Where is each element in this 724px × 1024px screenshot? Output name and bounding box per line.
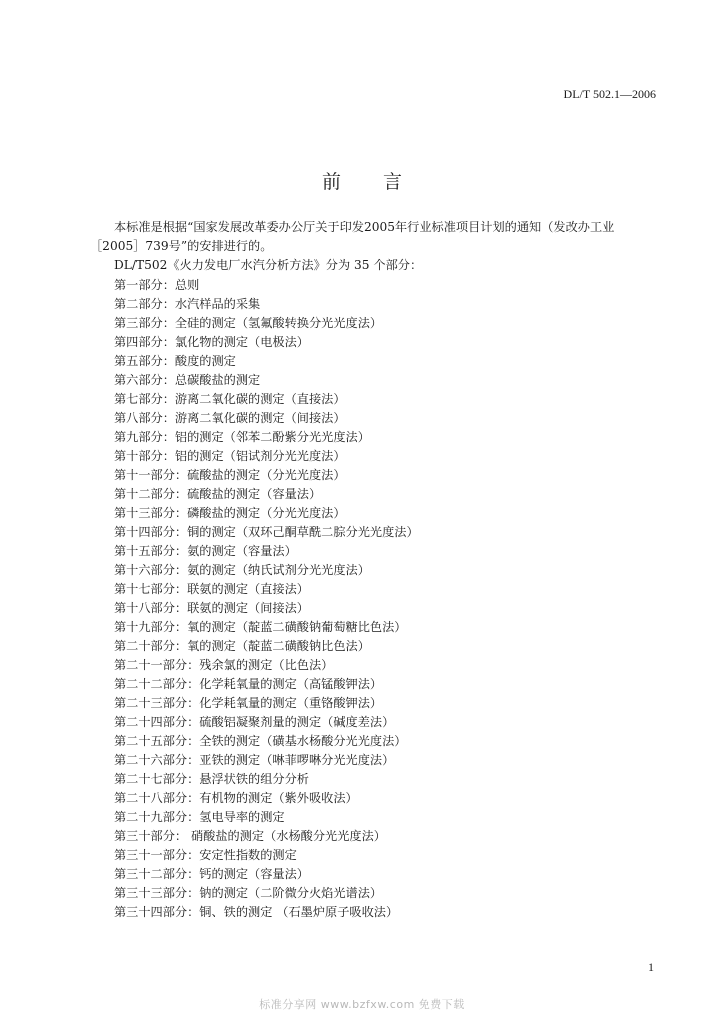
parts-list [114, 276, 654, 922]
list-item: 第十三部分：磷酸盐的测定（分光光度法） [114, 506, 346, 520]
list-item: 第三十二部分：钙的测定（容量法） [114, 867, 309, 881]
list-item: 第二十六部分：亚铁的测定（啉菲啰啉分光光度法） [114, 753, 395, 767]
list-item: 第九部分：铝的测定（邻苯二酚紫分光光度法） [114, 430, 370, 444]
list-item: 第七部分：游离二氧化碳的测定（直接法） [114, 392, 346, 406]
list-item: 第三十四部分：铜、铁的测定 （石墨炉原子吸收法） [114, 905, 399, 919]
list-item: 第十一部分：硫酸盐的测定（分光光度法） [114, 468, 346, 482]
list-item: 第五部分：酸度的测定 [114, 354, 236, 368]
list-item: 第三十部分： 硝酸盐的测定（水杨酸分光光度法） [114, 829, 386, 843]
intro-paragraph [90, 218, 660, 276]
list-item: 第十七部分：联氨的测定（直接法） [114, 582, 309, 596]
list-item: 第一部分：总则 [114, 278, 200, 292]
list-item: 第十四部分：铜的测定（双环己酮草酰二腙分光光度法） [114, 525, 419, 539]
list-item: 第二十二部分：化学耗氧量的测定（高锰酸钾法） [114, 677, 383, 691]
list-item: 第三十三部分：钠的测定（二阶微分火焰光谱法） [114, 886, 383, 900]
list-item: 第六部分：总碳酸盐的测定 [114, 373, 261, 387]
list-item: 第十六部分：氨的测定（纳氏试剂分光光度法） [114, 563, 370, 577]
list-item: 第三十一部分：安定性指数的测定 [114, 848, 297, 862]
intro-line: DL/T502《火力发电厂水汽分析方法》分为 35 个部分： [114, 258, 423, 273]
page-number: 1 [648, 960, 654, 974]
list-item: 第二十五部分：全铁的测定（磺基水杨酸分光光度法） [114, 734, 407, 748]
intro-line: ［2005］739号”的安排进行的。 [90, 239, 273, 254]
list-item: 第二十九部分：氢电导率的测定 [114, 810, 285, 824]
list-item: 第十八部分：联氨的测定（间接法） [114, 601, 309, 615]
list-item: 第二十四部分：硫酸铝凝聚剂量的测定（碱度差法） [114, 715, 395, 729]
list-item: 第二十部分：氧的测定（靛蓝二磺酸钠比色法） [114, 639, 370, 653]
list-item: 第二十七部分：悬浮状铁的组分分析 [114, 772, 309, 786]
list-item: 第十九部分：氧的测定（靛蓝二磺酸钠葡萄糖比色法） [114, 620, 407, 634]
list-item: 第八部分：游离二氧化碳的测定（间接法） [114, 411, 346, 425]
list-item: 第三部分：全硅的测定（氢氟酸转换分光光度法） [114, 316, 383, 330]
list-item: 第十二部分：硫酸盐的测定（容量法） [114, 487, 322, 501]
standard-code: DL/T 502.1—2006 [563, 87, 656, 101]
page-title: 前言 [321, 170, 444, 193]
list-item: 第二部分：水汽样品的采集 [114, 297, 261, 311]
list-item: 第四部分：氯化物的测定（电极法） [114, 335, 309, 349]
list-item: 第二十一部分：残余氯的测定（比色法） [114, 658, 334, 672]
list-item: 第十部分：铝的测定（铝试剂分光光度法） [114, 449, 346, 463]
list-item: 第二十八部分：有机物的测定（紫外吸收法） [114, 791, 358, 805]
footer-watermark: 标准分享网 www.bzfxw.com 免费下载 [259, 998, 465, 1011]
intro-line: 本标准是根据“国家发展改革委办公厅关于印发2005年行业标准项目计划的通知（发改办工业 [114, 220, 615, 234]
list-item: 第十五部分：氨的测定（容量法） [114, 544, 297, 558]
list-item: 第二十三部分：化学耗氧量的测定（重铬酸钾法） [114, 696, 383, 710]
